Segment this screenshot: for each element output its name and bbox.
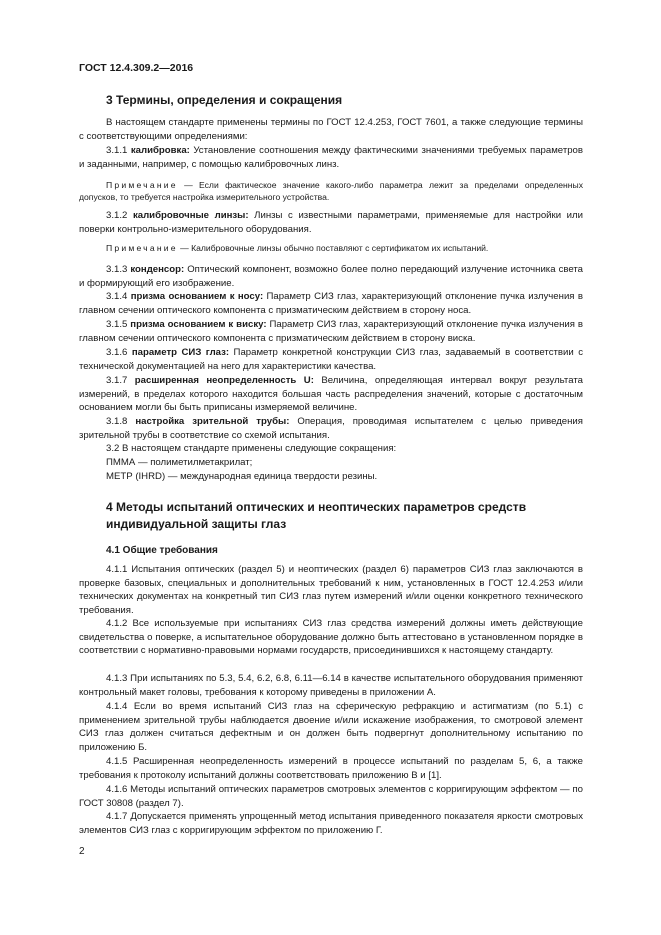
term-name: настройка зрительной трубы:: [135, 416, 290, 427]
term-name: калибровочные линзы:: [132, 210, 249, 221]
term-3-1-5: 3.1.5 призма основанием к виску: Параметр СИЗ глаз, характеризующий отклонение пучка излучения в главном сечении оптического компонента с призматическим действием в сторону виска.: [79, 319, 583, 344]
term-3-1-2: 3.1.2 калибровочные линзы: Линзы с известными параметрами, применяемые для настройки или поверки контрольно-измерительного оборудования.: [79, 210, 583, 235]
section-4-title-line-1: 4 Методы испытаний оптических и неоптических параметров средств: [106, 500, 527, 514]
paragraph-3-1: В настоящем стандарте применены термины по ГОСТ 12.4.253, ГОСТ 7601, а также следующие термины с соответствующими определениями:: [79, 117, 583, 142]
term-definition: Операция, проводимая испытателем с целью приведения зрительной трубы в соответствие со схемой испытания.: [79, 416, 583, 441]
paragraph-4-1-2: 4.1.2 Все используемые при испытаниях СИЗ глаз средства измерений должны иметь действующие свидетельства о поверке, а испытательное оборудование должно быть аттестовано в установленном порядке в соответствии с нормативно-правовыми нормами государств, присоединившихся к настоящему стандарту.: [79, 618, 583, 657]
term-name: калибровка:: [130, 145, 190, 156]
term-name: призма основанием к носу:: [130, 291, 264, 302]
term-definition: Параметр СИЗ глаз, характеризующий отклонение пучка излучения в главном сечении оптического компонента с призматическим действием в сторону носа.: [79, 291, 583, 316]
term-name: призма основанием к виску:: [130, 319, 267, 330]
term-3-1-3: 3.1.3 конденсор: Оптический компонент, возможно более полно передающий излучение источника света и формирующий его изображение.: [79, 264, 583, 289]
term-name: параметр СИЗ глаз:: [131, 347, 230, 358]
paragraph-3-2: 3.2 В настоящем стандарте применены следующие сокращения:: [106, 443, 397, 454]
term-name: конденсор:: [130, 264, 185, 275]
abbreviation-metr: МЕТР (IHRD) — международная единица твердости резины.: [106, 471, 378, 482]
term-3-1-8: 3.1.8 настройка зрительной трубы: Операция, проводимая испытателем с целью приведения зрительной трубы в соответствие со схемой испытания.: [79, 416, 583, 441]
note-2: Примечание — Калибровочные линзы обычно поставляют с сертификатом их испытаний.: [106, 243, 489, 253]
term-definition: Параметр СИЗ глаз, характеризующий отклонение пучка излучения в главном сечении оптического компонента с призматическим действием в сторону виска.: [79, 319, 583, 344]
term-definition: Оптический компонент, возможно более полно передающий излучение источника света и формирующий его изображение.: [79, 264, 583, 289]
paragraph-4-1-6: 4.1.6 Методы испытаний оптических параметров смотровых элементов с корригирующим эффектом — по ГОСТ 30808 (раздел 7).: [79, 784, 583, 809]
page-number: 2: [79, 846, 85, 857]
paragraph-4-1-4: 4.1.4 Если во время испытаний СИЗ глаз на сферическую рефракцию и астигматизм (по 5.1) с применением зрительной трубы наблюдается двоение и/или искажение изображения, то смотровой элемент СИЗ глаз должен считаться дефектным и он должен быть подвергнут дополнительному испытанию по приложению Б.: [79, 701, 583, 753]
paragraph-4-1-5: 4.1.5 Расширенная неопределенность измерений в процессе испытаний по разделам 5, 6, а также требования к протоколу испытаний должны соответствовать приложению В и [1].: [79, 756, 583, 781]
note-1: Примечание — Если фактическое значение какого-либо параметра лежит за пределами определенных допусков, то требуется настройка измерительного устройства.: [79, 180, 583, 203]
term-3-1-6: 3.1.6 параметр СИЗ глаз: Параметр конкретной конструкции СИЗ глаз, задаваемый в соответствии с технической документацией на него для характеристики качества.: [79, 347, 583, 372]
term-name: расширенная неопределенность U:: [134, 375, 314, 386]
paragraph-4-1-7: 4.1.7 Допускается применять упрощенный метод испытания приведенного показателя яркости смотровых элементов СИЗ глаз с корригирующим эффектом по приложению Г.: [79, 811, 583, 836]
section-4-title-line-2: индивидуальной защиты глаз: [106, 517, 287, 531]
paragraph-4-1-1: 4.1.1 Испытания оптических (раздел 5) и неоптических (раздел 6) параметров СИЗ глаз заключаются в проверке базовых, специальных и дополнительных требований к ним, установленных в ГОСТ 12.4.253 и/или технических документах на конкретный тип СИЗ глаз путем измерений и/или оценки конкретного технического требования.: [79, 564, 583, 616]
term-definition: Линзы с известными параметрами, применяемые для настройки или поверки контрольно-измерительного оборудования.: [79, 210, 583, 235]
note-label: Примечание: [106, 180, 178, 190]
document-code: ГОСТ 12.4.309.2—2016: [79, 62, 194, 74]
paragraph-4-1-3: 4.1.3 При испытаниях по 5.3, 5.4, 6.2, 6.8, 6.11—6.14 в качестве испытательного оборудования применяют контрольный макет головы, требования к которому приведены в приложении А.: [79, 673, 583, 698]
note-label: Примечание: [106, 243, 178, 253]
subsection-4-1-title: 4.1 Общие требования: [106, 545, 218, 556]
abbreviation-pmma: ПММА — полиметилметакрилат;: [106, 457, 253, 468]
term-definition: Установление соотношения между фактическими значениями требуемых параметров и заданными, например, с помощью калибровочных линз.: [79, 145, 583, 170]
term-3-1-4: 3.1.4 призма основанием к носу: Параметр СИЗ глаз, характеризующий отклонение пучка излучения в главном сечении оптического компонента с призматическим действием в сторону носа.: [79, 291, 583, 316]
term-3-1-7: 3.1.7 расширенная неопределенность U: Величина, определяющая интервал вокруг результата измерений, в пределах которого находится большая часть распределения значений, которые с достаточным основанием могли бы быть приписаны измеряемой величине.: [79, 375, 583, 414]
term-definition: Параметр конкретной конструкции СИЗ глаз, задаваемый в соответствии с технической документацией на него для характеристики качества.: [79, 347, 583, 372]
term-3-1-1: 3.1.1 калибровка: Установление соотношения между фактическими значениями требуемых параметров и заданными, например, с помощью калибровочных линз.: [79, 145, 583, 170]
section-3-title: 3 Термины, определения и сокращения: [106, 93, 343, 107]
term-definition: Величина, определяющая интервал вокруг результата измерений, в пределах которого находится большая часть распределения значений, которые с достаточным основанием могли бы быть приписаны измеряемой величине.: [79, 375, 583, 414]
